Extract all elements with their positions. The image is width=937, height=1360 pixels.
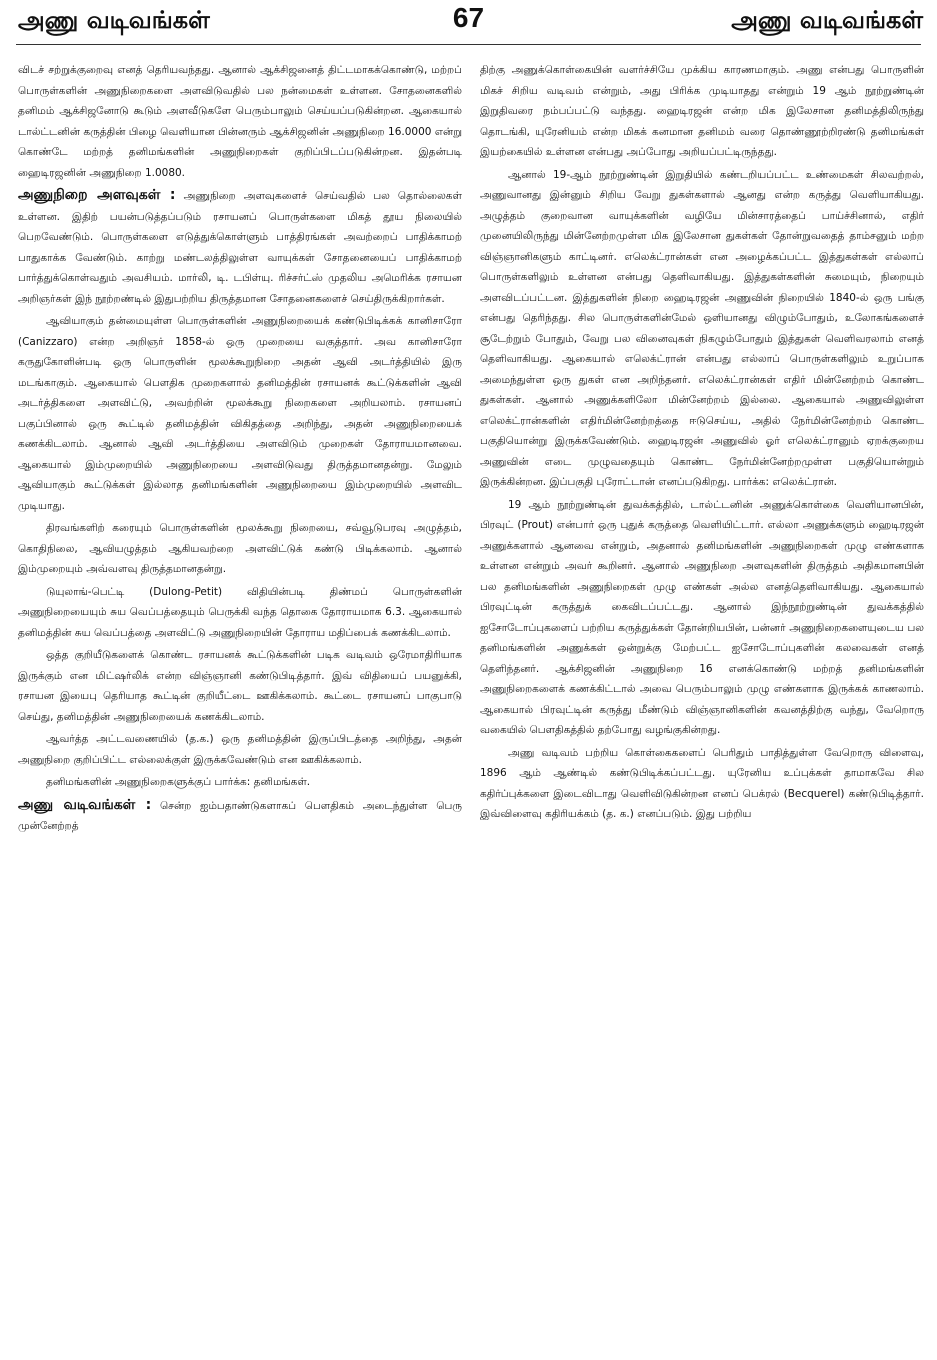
paragraph-p9 [18,795,462,837]
left-column [18,60,462,1356]
header-rule [16,44,921,45]
section-heading: அணுநிறை அளவுகள் : [18,187,176,203]
paragraph-text: ஒத்த குறியீடுகளைக் கொண்ட ரசாயனக் கூட்டுக்களின் படிக வடிவம் ஒரேமாதிரியாக இருக்கும் என மிட்ஷர்லிக் என்ற விஞ்ஞானி கண்டுபிடித்தார். இவ் விதியைப் பயனுக்கி, ரசாயன இயைபு தெரியாத கூட்டின் குறியீட்டை ஊகிக்கலாம். கூட்டை ரசாயனப் பாகுபாடு செய்து, தனிமத்தின் அணுநிறையைக் கணக்கிடலாம். [18,649,462,723]
right-column [480,60,924,1356]
paragraph-text: ஆனால் 19-ஆம் நூற்றுண்டின் இறுதியில் கண்டறியப்பட்ட உண்மைகள் சிலவற்றல், அணுவானது இன்னும் சிறிய வேறு துகள்களால் ஆனது என்ற கருத்து வெளியாகியது. அழுத்தம் குறைவான வாயுக்களின் வழியே மின்சாரத்தைப் பாய்ச்சினால், எதிர் முனையிலிருந்து மின்னேற்றமுள்ள மிக இலேசான துகள்கள் தோன்றுவதைத் தாம்சனும் மற்ற விஞ்ஞானிகளும் காட்டினர். எலெக்ட்ரான்கள் என அழைக்கப்பட்ட இத்துகள்கள் எல்லாப் பொருள்களிலும் உள்ளன என்பது தெளிவாகியது. இத்துகள்களின் சுமையும், நிறையும் அளவிடப்பட்டன. இத்துகளின் நிறை ஹைடிரஜன் அணுவின் நிறையில் 1840-ல் ஒரு பங்கு என்பது தெரிந்தது. சில பொருள்களின்மேல் ஒளியானது விழும்போதும், உலோகங்களைச் சூடேற்றும் போதும், வேறு பல வினைவுகள் நிகழும்போதும் இத்துகள் வெளிவரலாம் எனத் தெளிவாகியது. ஆகையால் எலெக்ட்ரான் என்பது எல்லாப் பொருள்களிலும் உறுப்பாக அமைந்துள்ள ஒரு துகள் என அறிந்தனர். எலெக்ட்ரான்கள் எதிர் மின்னேற்றம் கொண்ட துகள்கள். ஆனால் அணுக்களிலோ மின்னேற்றம் இல்லை. ஆகையால் அணுவிலுள்ள எலெக்ட்ரான்களின் எதிர்மின்னேற்றத்தை ஈடுசெய்ய, அதில் நேர்மின்னேற்றம் கொண்ட பகுதியொன்று இருக்கவேண்டும். ஹைடிரஜன் அணுவில் ஓர் எலெக்ட்ரானும் ஏறக்குறைய அணுவின் எடை முழுவதையும் கொண்ட நேர்மின்னேற்றமுள்ள பகுதியொன்றும் இருக்கின்றன. இப்பகுதி புரோட்டான் எனப்படுகிறது. பார்க்க: எலெக்ட்ரான். [480,168,924,488]
paragraph-p1 [18,60,462,183]
paragraph-text: டுயுலாங்-பெட்டி (Dulong-Petit) விதியின்படி திண்மப் பொருள்களின் அணுநிறையையும் சுய வெப்பத்தையும் பெருக்கி வந்த தொகை தோராயமாக 6.3. ஆகையால் தனிமத்தின் சுய வெப்பத்தை அளவிட்டு அணுநிறையின் தோராய மதிப்பைக் கணக்கிடலாம். [18,585,462,639]
running-title-left: அணு வடிவங்கள் [18,6,210,34]
paragraph-p3 [18,311,462,516]
paragraph-text: சென்ற ஐம்பதாண்டுகளாகப் பௌதிகம் அடைந்துள்ள பெரு முன்னேற்றத் [18,799,462,832]
paragraph-text: ஆவர்த்த அட்டவணையில் (த.க.) ஒரு தனிமத்தின் இருப்பிடத்தை அறிந்து, அதன் அணுநிறை குறிப்பிட்ட எல்லைக்குள் இருக்கவேண்டும் என ஊகிக்கலாம். [18,733,462,766]
paragraph-text: திற்கு அணுக்கொள்கையின் வளர்ச்சியே முக்கிய காரணமாகும். அணு என்பது பொருளின் மிகச் சிறிய வடிவம் என்றும், அது பிரிக்க முடியாதது என்றும் 19 ஆம் நூற்றுண்டின் இறுதிவரை நம்பப்பட்டு வந்தது. ஹைடிரஜன் என்ற மிக இலேசான தனிமத்திலிருந்து தொடங்கி, யுரேனியம் என்ற மிகக் கனமான தனிமம் வரை தொண்ணூற்றிரண்டு தனிமங்கள் இயற்கையில் உள்ளன என்பது அப்போது அறியப்பட்டிருந்தது. [480,64,924,158]
paragraph-p4 [18,518,462,580]
paragraph-p12 [480,495,924,741]
section-heading: அணு வடிவங்கள் : [18,796,152,813]
paragraph-p11 [480,165,924,493]
paragraph-text: அணுநிறை அளவுகளைச் செய்வதில் பல தொல்லைகள் உள்ளன. இதிற் பயன்படுத்தப்படும் ரசாயனப் பொருள்களை மிகத் தூய நிலையில் பெறவேண்டும். பொருள்களை எடுத்துக்கொள்ளும் பாத்திரங்கள் அவற்றைப் பாதிக்காமற் பாதுகாக்க வேண்டும். காற்று மண்டலத்திலுள்ள வாயுக்கள் சோதனையைப் பாதிக்காமற் பார்த்துக்கொள்வதும் அவசியம். மார்லி, டி. டபிள்யு. ரிச்சர்ட்ஸ் முதலிய அமெரிக்க ரசாயன அறிஞர்கள் இந் நூற்றண்டில் இதுபற்றிய திருத்தமான சோதனைகளைச் செய்திருக்கிறார்கள். [18,190,462,305]
paragraph-p13 [480,743,924,825]
paragraph-p5 [18,582,462,644]
page-header [0,0,937,44]
paragraph-text: திரவங்களிற் கரையும் பொருள்களின் மூலக்கூறு நிறையை, சவ்வூடுபரவு அழுத்தம், கொதிநிலை, ஆவியழுத்தம் ஆகியவற்றை அளவிட்டுக் கண்டு பிடிக்கலாம். ஆனால் இம்முறையும் அவ்வளவு திருத்தமானதன்று. [18,522,462,575]
running-title-right: அணு வடிவங்கள் [731,6,923,34]
paragraph-p7 [18,729,462,770]
paragraph-text: 19 ஆம் நூற்றுண்டின் துவக்கத்தில், டால்ட்டனின் அணுக்கொள்கை வெளியானபின், பிரவுட் (Prout) என்பார் ஒரு புதுக் கருத்தை வெளியிட்டார். எல்லா அணுக்களும் ஹைடிரஜன் அணுக்களால் ஆனவை என்றும், அதனால் தனிமங்களின் அணுநிறைகள் முழு எண்களாக உள்ளன என்றும் அவர் கூறினர். ஆனால் அணுநிறை அளவுகளின் திருத்தம் அதிகமானபின் பல தனிமங்களின் அணுநிறைகள் முழு எண்கள் அல்ல எனத்தெளிவாகியது. ஆகையால் பிரவுட்டின் கருத்துக் கைவிடப்பட்டது. ஆனால் இந்நூற்றுண்டின் துவக்கத்தில் ஐசோடோப்புகளைப் பற்றிய கருத்துக்கள் தோன்றியபின், பன்னர் அணுநிறைகளையுடைய பல தனிமங்களின் அணுக்கள் ஒன்றுக்கு மேற்பட்ட ஐசோடோப்புகளின் கலவைகள் எனத் தெளிந்தனர். ஆக்சிஜனின் அணுநிறை 16 எனக்கொண்டு மற்றத் தனிமங்களின் அணுநிறைகளைக் கணக்கிட்டால் அவை பெரும்பாலும் முழு எண்களாக இருக்கக் காணலாம். ஆகையால் பிரவுட்டின் கருத்து மீண்டும் விஞ்ஞானிகளின் கவனத்திற்கு வந்து, வேறொரு வகையில் பௌதிகத்தில் தற்போது வழங்குகின்றது. [480,498,924,736]
paragraph-p10 [480,60,924,163]
paragraph-p8 [18,772,462,793]
paragraph-text: தனிமங்களின் அணுநிறைகளுக்குப் பார்க்க: தனிமங்கள். [46,776,311,788]
paragraph-text: விடச் சற்றுக்குறைவு எனத் தெரியவந்தது. ஆனால் ஆக்சிஜனைத் திட்டமாகக்கொண்டு, மற்றப் பொருள்களின் அணுநிறைகளை அளவிடுவதில் பல நன்மைகள் உள்ளன. சோதனைகளில் தனிமம் ஆக்சிஜனோடு கூடும் அளவீடுகளே பெரும்பாலும் செய்யப்படுகின்றன. ஆகையால் டால்ட்டனின் கருத்தின் பிழை வெளியான பின்னரும் ஆக்சிஜனின் அணுநிறை 16.0000 என்று கொண்டே மற்றத் தனிமங்களின் அணுநிறைகள் குறிப்பிடப்படுகின்றன. இதன்படி ஹைடிரஜனின் அணுநிறை 1.0080. [18,64,462,179]
page-number: 67 [452,2,485,33]
paragraph-p2 [18,185,462,309]
paragraph-p6 [18,645,462,727]
paragraph-text: அணு வடிவம் பற்றிய கொள்கைகளைப் பெரிதும் பாதித்துள்ள வேறொரு விளைவு, 1896 ஆம் ஆண்டில் கண்டுபிடிக்கப்பட்டது. யுரேனிய உப்புக்கள் தாமாகவே சில கதிர்ப்புக்களை இடைவிடாது வெளிவிடுகின்றன எனப் பெக்ரல் (Becquerel) கண்டுபிடித்தார். இவ்விளைவு கதிரியக்கம் (த. க.) எனப்படும். இது பற்றிய [480,746,924,820]
paragraph-text: ஆவியாகும் தன்மையுள்ள பொருள்களின் அணுநிறையைக் கண்டுபிடிக்கக் கானிசாரோ (Canizzaro) என்ற அறிஞர் 1858-ல் ஒரு முறையை வகுத்தார். அவ கானிசாரோ கருதுகோளின்படி ஒரு பொருளின் மூலக்கூறுநிறை அதன் ஆவி அடர்த்தியில் இரு மடங்காகும். ஆகையால் பௌதிக முறைகளால் தனிமத்தின் ரசாயனக் கூட்டுக்களின் ஆவி அடர்த்திகளை அளவிட்டு, அவற்றின் மூலக்கூறு நிறைகளை அறியலாம். ரசாயனப் பகுப்பினால் ஒரு கூட்டில் தனிமத்தின் விகிதத்தை அறிந்து, அதன் அணுநிறையைக் கணக்கிடலாம். ஆனால் ஆவி அடர்த்தியை அளவிடும் முறைகள் தோராயமானவை. ஆகையால் இம்முறையில் அணுநிறையை அளவிடுவது திருத்தமானதன்று. மேலும் ஆவியாகும் கூட்டுக்கள் இல்லாத தனிமங்களின் அணுநிறையை இம்முறையில் அளவிட முடியாது. [18,315,462,512]
